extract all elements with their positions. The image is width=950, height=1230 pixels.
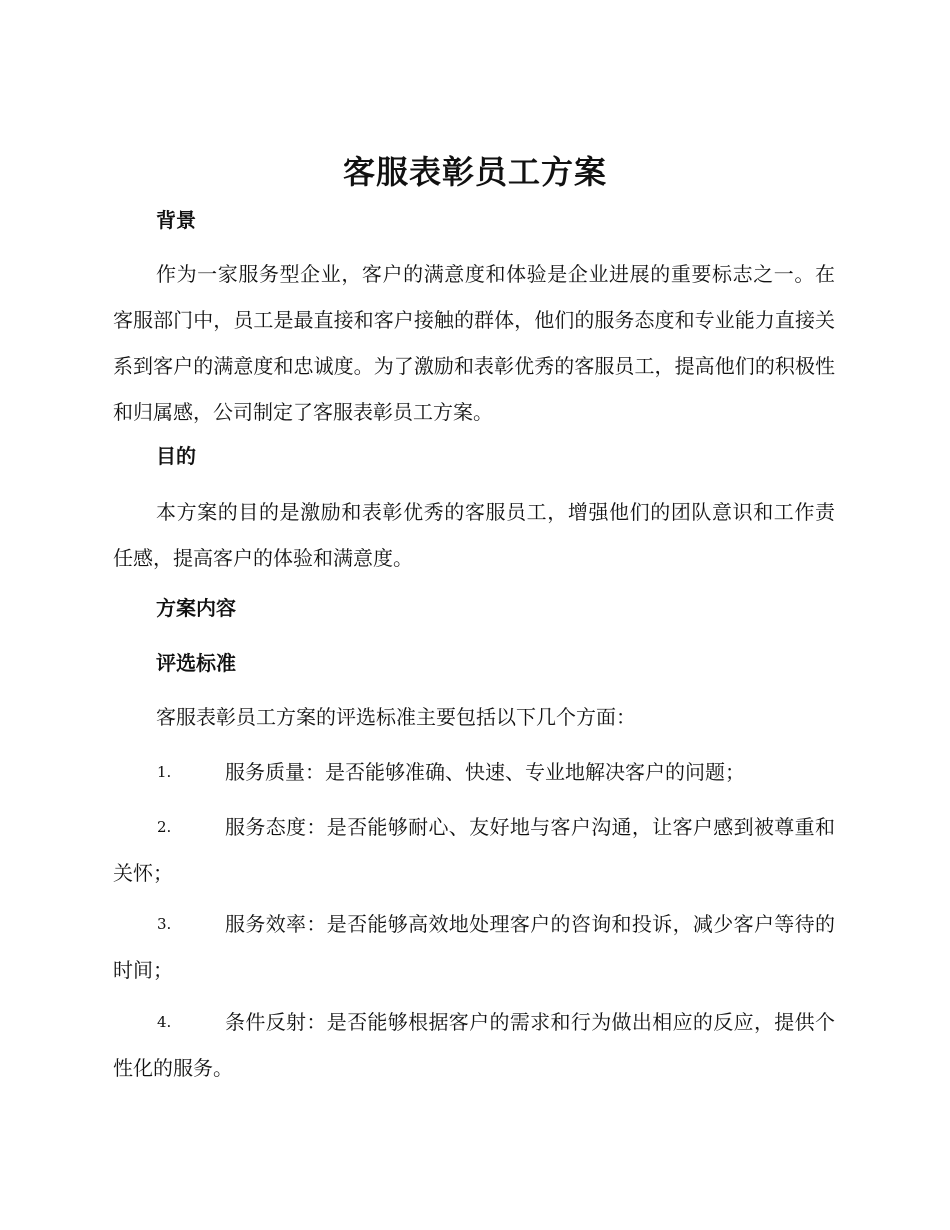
list-item-text: 服务效率：是否能够高效地处理客户的咨询和投诉，减少客户等待的时间； — [113, 912, 835, 982]
list-item-text: 服务态度：是否能够耐心、友好地与客户沟通，让客户感到被尊重和关怀； — [113, 815, 835, 885]
list-item-text: 服务质量：是否能够准确、快速、专业地解决客户的问题； — [225, 760, 745, 784]
list-item-text: 条件反射：是否能够根据客户的需求和行为做出相应的反应，提供个性化的服务。 — [113, 1010, 835, 1080]
purpose-paragraph: 本方案的目的是激励和表彰优秀的客服员工，增强他们的团队意识和工作责任感，提高客户的体验和满意度。 — [113, 500, 835, 570]
list-item-number: 2. — [157, 818, 172, 836]
list-item — [113, 999, 835, 1091]
list-item-number: 1. — [157, 763, 172, 781]
list-item — [113, 749, 835, 795]
list-item — [113, 901, 835, 993]
criteria-intro: 客服表彰员工方案的评选标准主要包括以下几个方面： — [156, 705, 636, 729]
list-item-number: 3. — [157, 915, 172, 933]
section-heading-background: 背景 — [156, 208, 196, 232]
section-heading-purpose: 目的 — [156, 444, 196, 468]
section-heading-content: 方案内容 — [156, 596, 236, 620]
page-title: 客服表彰员工方案 — [342, 153, 607, 191]
section-heading-criteria: 评选标准 — [156, 651, 236, 675]
background-paragraph: 作为一家服务型企业，客户的满意度和体验是企业进展的重要标志之一。在客服部门中，员工是最直接和客户接触的群体，他们的服务态度和专业能力直接关系到客户的满意度和忠诚度。为了激励和表彰优秀的客服员工，提高他们的积极性和归属感，公司制定了客服表彰员工方案。 — [113, 262, 835, 424]
list-item — [113, 804, 835, 896]
list-item-number: 4. — [157, 1013, 172, 1031]
